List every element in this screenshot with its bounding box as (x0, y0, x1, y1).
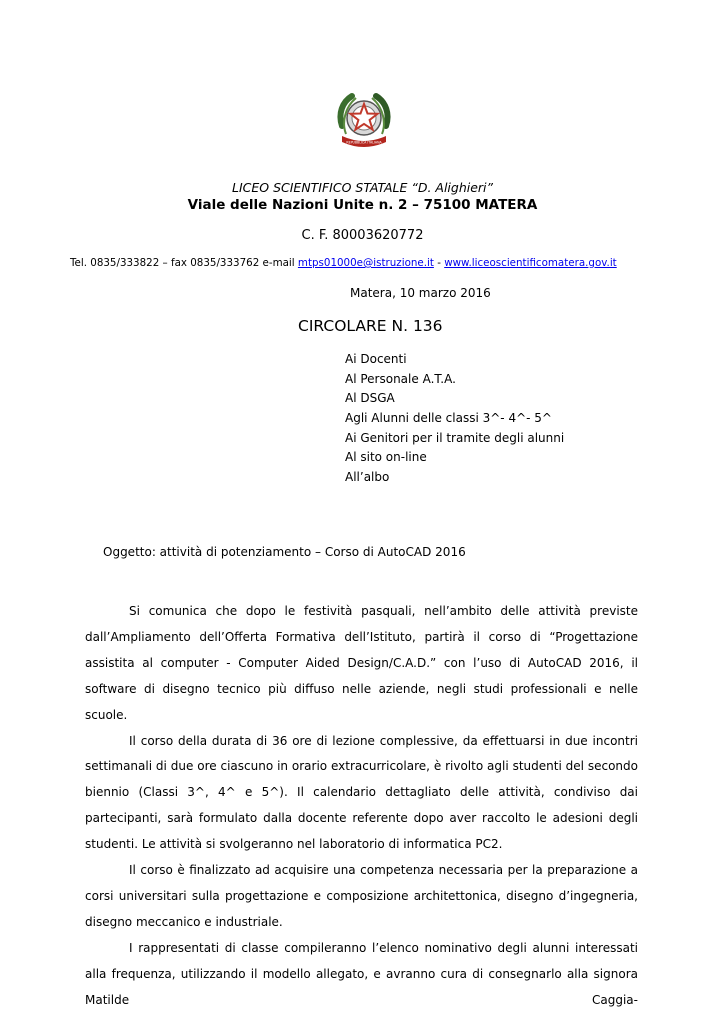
school-address: Viale delle Nazioni Unite n. 2 – 75100 MATERA (187, 197, 538, 213)
emblem-ribbon-text: REPUBBLICA ITALIANA (346, 140, 382, 145)
recipient-item: Al DSGA (345, 391, 395, 406)
body-paragraph: Il corso della durata di 36 ore di lezione complessive, da effettuarsi in due incontri settimanali di due ore ciascuno in orario extracurricolare, è rivolto agli studenti del secondo biennio (Classi 3^, 4^ e 5^). Il calendario dettagliato delle attività, condiviso dai partecipanti, sarà formulato dalla docente referente dopo aver raccolto le adesioni degli studenti. Le attività si svolgeranno nel laboratorio di informatica PC2. (85, 733, 638, 852)
recipient-item: Ai Docenti (345, 352, 407, 366)
school-name: LICEO SCIENTIFICO STATALE “D. Alighieri” (231, 180, 494, 195)
website-link[interactable]: www.liceoscientificomatera.gov.it (444, 257, 617, 269)
document-date: Matera, 10 marzo 2016 (350, 286, 491, 300)
recipients-list (345, 350, 564, 488)
recipient-item: Agli Alunni delle classi 3^- 4^- 5^ (345, 411, 552, 426)
fiscal-code: C. F. 80003620772 (301, 228, 424, 243)
contact-line (70, 257, 617, 269)
italian-republic-emblem (332, 86, 396, 154)
circular-title: CIRCOLARE N. 136 (298, 317, 443, 335)
subject-line: Oggetto: attività di potenziamento – Corso di AutoCAD 2016 (103, 545, 466, 559)
circular-body (85, 599, 638, 1014)
recipient-item: Ai Genitori per il tramite degli alunni (345, 430, 565, 445)
body-paragraph: Il corso è finalizzato ad acquisire una competenza necessaria per la preparazione a corsi universitari sulla progettazione e composizione architettonica, disegno d’ingegneria, disegno meccanico e industriale. (85, 863, 638, 929)
phone-fax: Tel. 0835/333822 – fax 0835/333762 e-mail (70, 257, 295, 269)
contact-separator: - (437, 257, 441, 269)
email-link[interactable]: mtps01000e@istruzione.it (297, 257, 434, 269)
recipient-item: Al Personale A.T.A. (345, 371, 456, 386)
body-paragraph: I rappresentati di classe compileranno l’elenco nominativo degli alunni interessati alla frequenza, utilizzando il modello allegato, e avranno cura di consegnarlo alla signora Matilde Caggia- (85, 940, 638, 1007)
body-paragraph: Si comunica che dopo le festività pasquali, nell’ambito delle attività previste dall’Ampliamento dell’Offerta Formativa dell’Istituto, partirà il corso di “Progettazione assistita al computer - Computer Aided Design/C.A.D.” con l’uso di AutoCAD 2016, il software di disegno tecnico più diffuso nelle aziende, negli studi professionali e nelle scuole. (85, 604, 638, 722)
recipient-item: All’albo (345, 470, 390, 485)
recipient-item: Al sito on-line (345, 450, 427, 465)
